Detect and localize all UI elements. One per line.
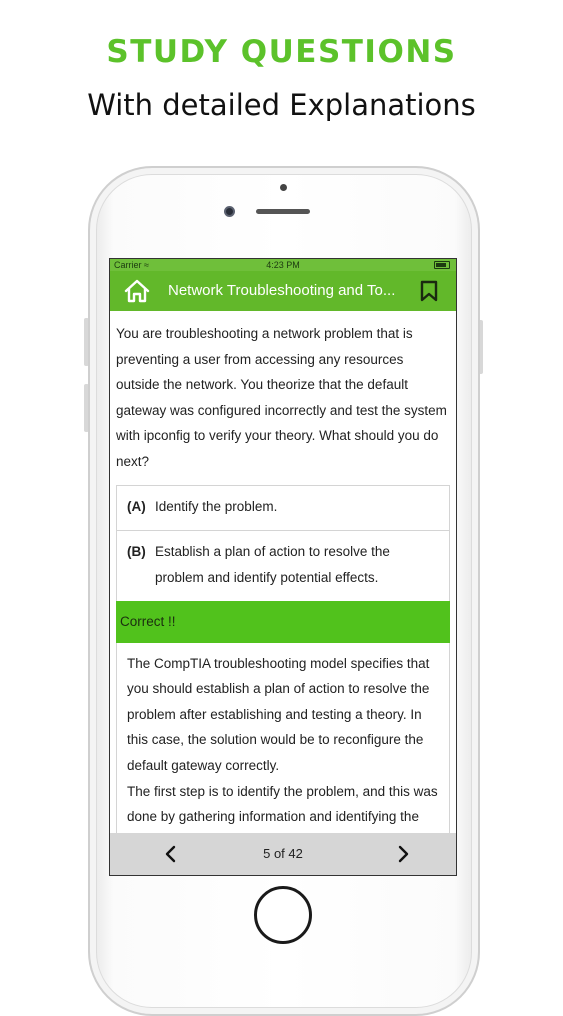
bookmark-icon[interactable] (420, 280, 438, 302)
status-bar (110, 259, 456, 271)
promo-subheadline: With detailed Explanations (87, 88, 476, 122)
explanation-panel (116, 643, 450, 857)
nav-title: Network Troubleshooting and To... (168, 282, 396, 299)
status-time: 4:23 PM (266, 260, 300, 270)
result-banner: Correct !! (116, 601, 450, 643)
app-screen (109, 258, 457, 876)
answer-option-a[interactable] (116, 485, 450, 530)
explanation-paragraph: The first step is to identify the problem, and this was done by gathering information and identifying the (127, 783, 438, 825)
chevron-right-icon[interactable] (394, 845, 412, 863)
option-text: Identify the problem. (155, 498, 278, 514)
home-button[interactable] (254, 886, 312, 944)
wifi-icon: ≈ (144, 260, 149, 270)
option-letter: (A) (127, 498, 146, 514)
pager-bar (110, 833, 456, 875)
proximity-sensor (280, 184, 287, 191)
front-camera-icon (224, 206, 235, 217)
option-letter: (B) (127, 543, 146, 559)
answer-option-b[interactable] (116, 530, 450, 601)
explanation-paragraph: The CompTIA troubleshooting model specifies that you should establish a plan of action to resolve the problem after establishing and testing a theory. In this case, the solution would be to reconfigure the default gateway correctly. (127, 655, 430, 773)
home-icon[interactable] (124, 279, 150, 303)
page-indicator: 5 of 42 (263, 846, 303, 861)
carrier-label: Carrier ≈ (114, 260, 149, 270)
battery-icon (434, 261, 450, 269)
question-text: You are troubleshooting a network problem that is preventing a user from accessing any resources outside the network. You theorize that the default gateway was configured incorrectly and test the system with ipconfig to verify your theory. What should you do next? (116, 326, 447, 469)
promo-headline: STUDY QUESTIONS (106, 34, 457, 70)
question-content[interactable] (110, 311, 456, 833)
option-text: Establish a plan of action to resolve the problem and identify potential effects. (155, 543, 390, 585)
nav-bar (110, 271, 456, 311)
earpiece-speaker (256, 209, 310, 214)
